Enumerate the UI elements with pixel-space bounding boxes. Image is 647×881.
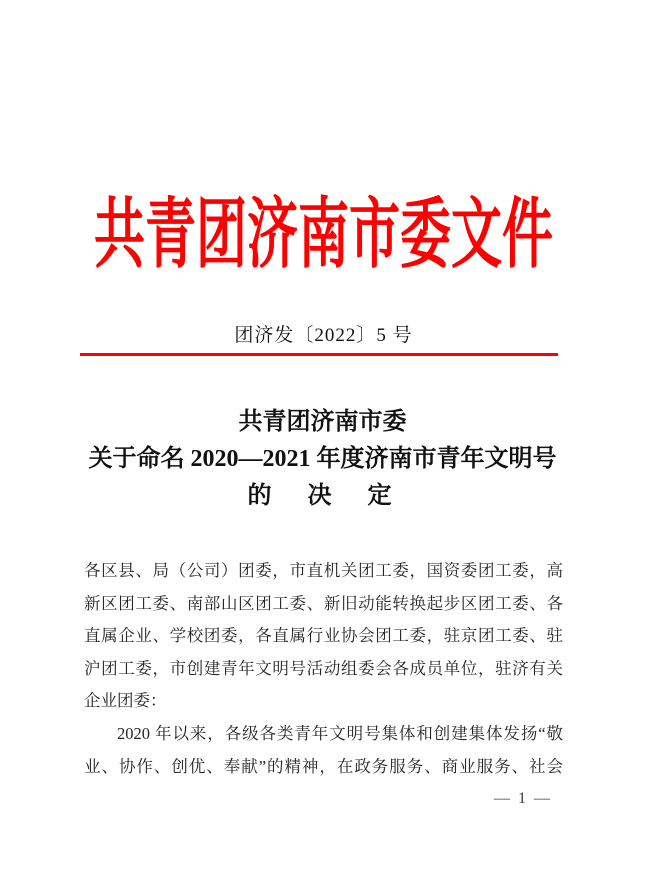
body-line: 2020 年以来，各级各类青年文明号集体和创建集体发扬“敬 — [117, 723, 563, 743]
salutation-line: 沪团工委，市创建青年文明号活动组委会各成员单位，驻济有关 — [84, 658, 563, 678]
document-title — [82, 404, 563, 515]
title-line-3: 的 决 定 — [247, 483, 398, 509]
salutation-line: 新区团工委、南部山区团工委、新旧动能转换起步区团工委、各 — [84, 593, 563, 613]
salutation-line: 企业团委： — [84, 691, 167, 711]
title-line-1: 共青团济南市委 — [238, 409, 407, 435]
body-text — [84, 555, 563, 783]
page-number: — 1 — — [494, 790, 552, 807]
document-number: 团济发〔2022〕5 号 — [234, 325, 413, 346]
body-line: 业、协作、创优、奉献”的精神，在政务服务、商业服务、社会 — [84, 756, 563, 776]
salutation-line: 各区县、局（公司）团委，市直机关团工委，国资委团工委，高 — [84, 561, 563, 580]
salutation-line: 直属企业、学校团委，各直属行业协会团工委，驻京团工委、驻 — [84, 626, 563, 646]
title-line-2: 关于命名 2020—2021 年度济南市青年文明号 — [88, 446, 557, 472]
red-header-banner: 共青团济南市委文件 — [93, 194, 553, 279]
red-divider-line — [80, 353, 558, 356]
